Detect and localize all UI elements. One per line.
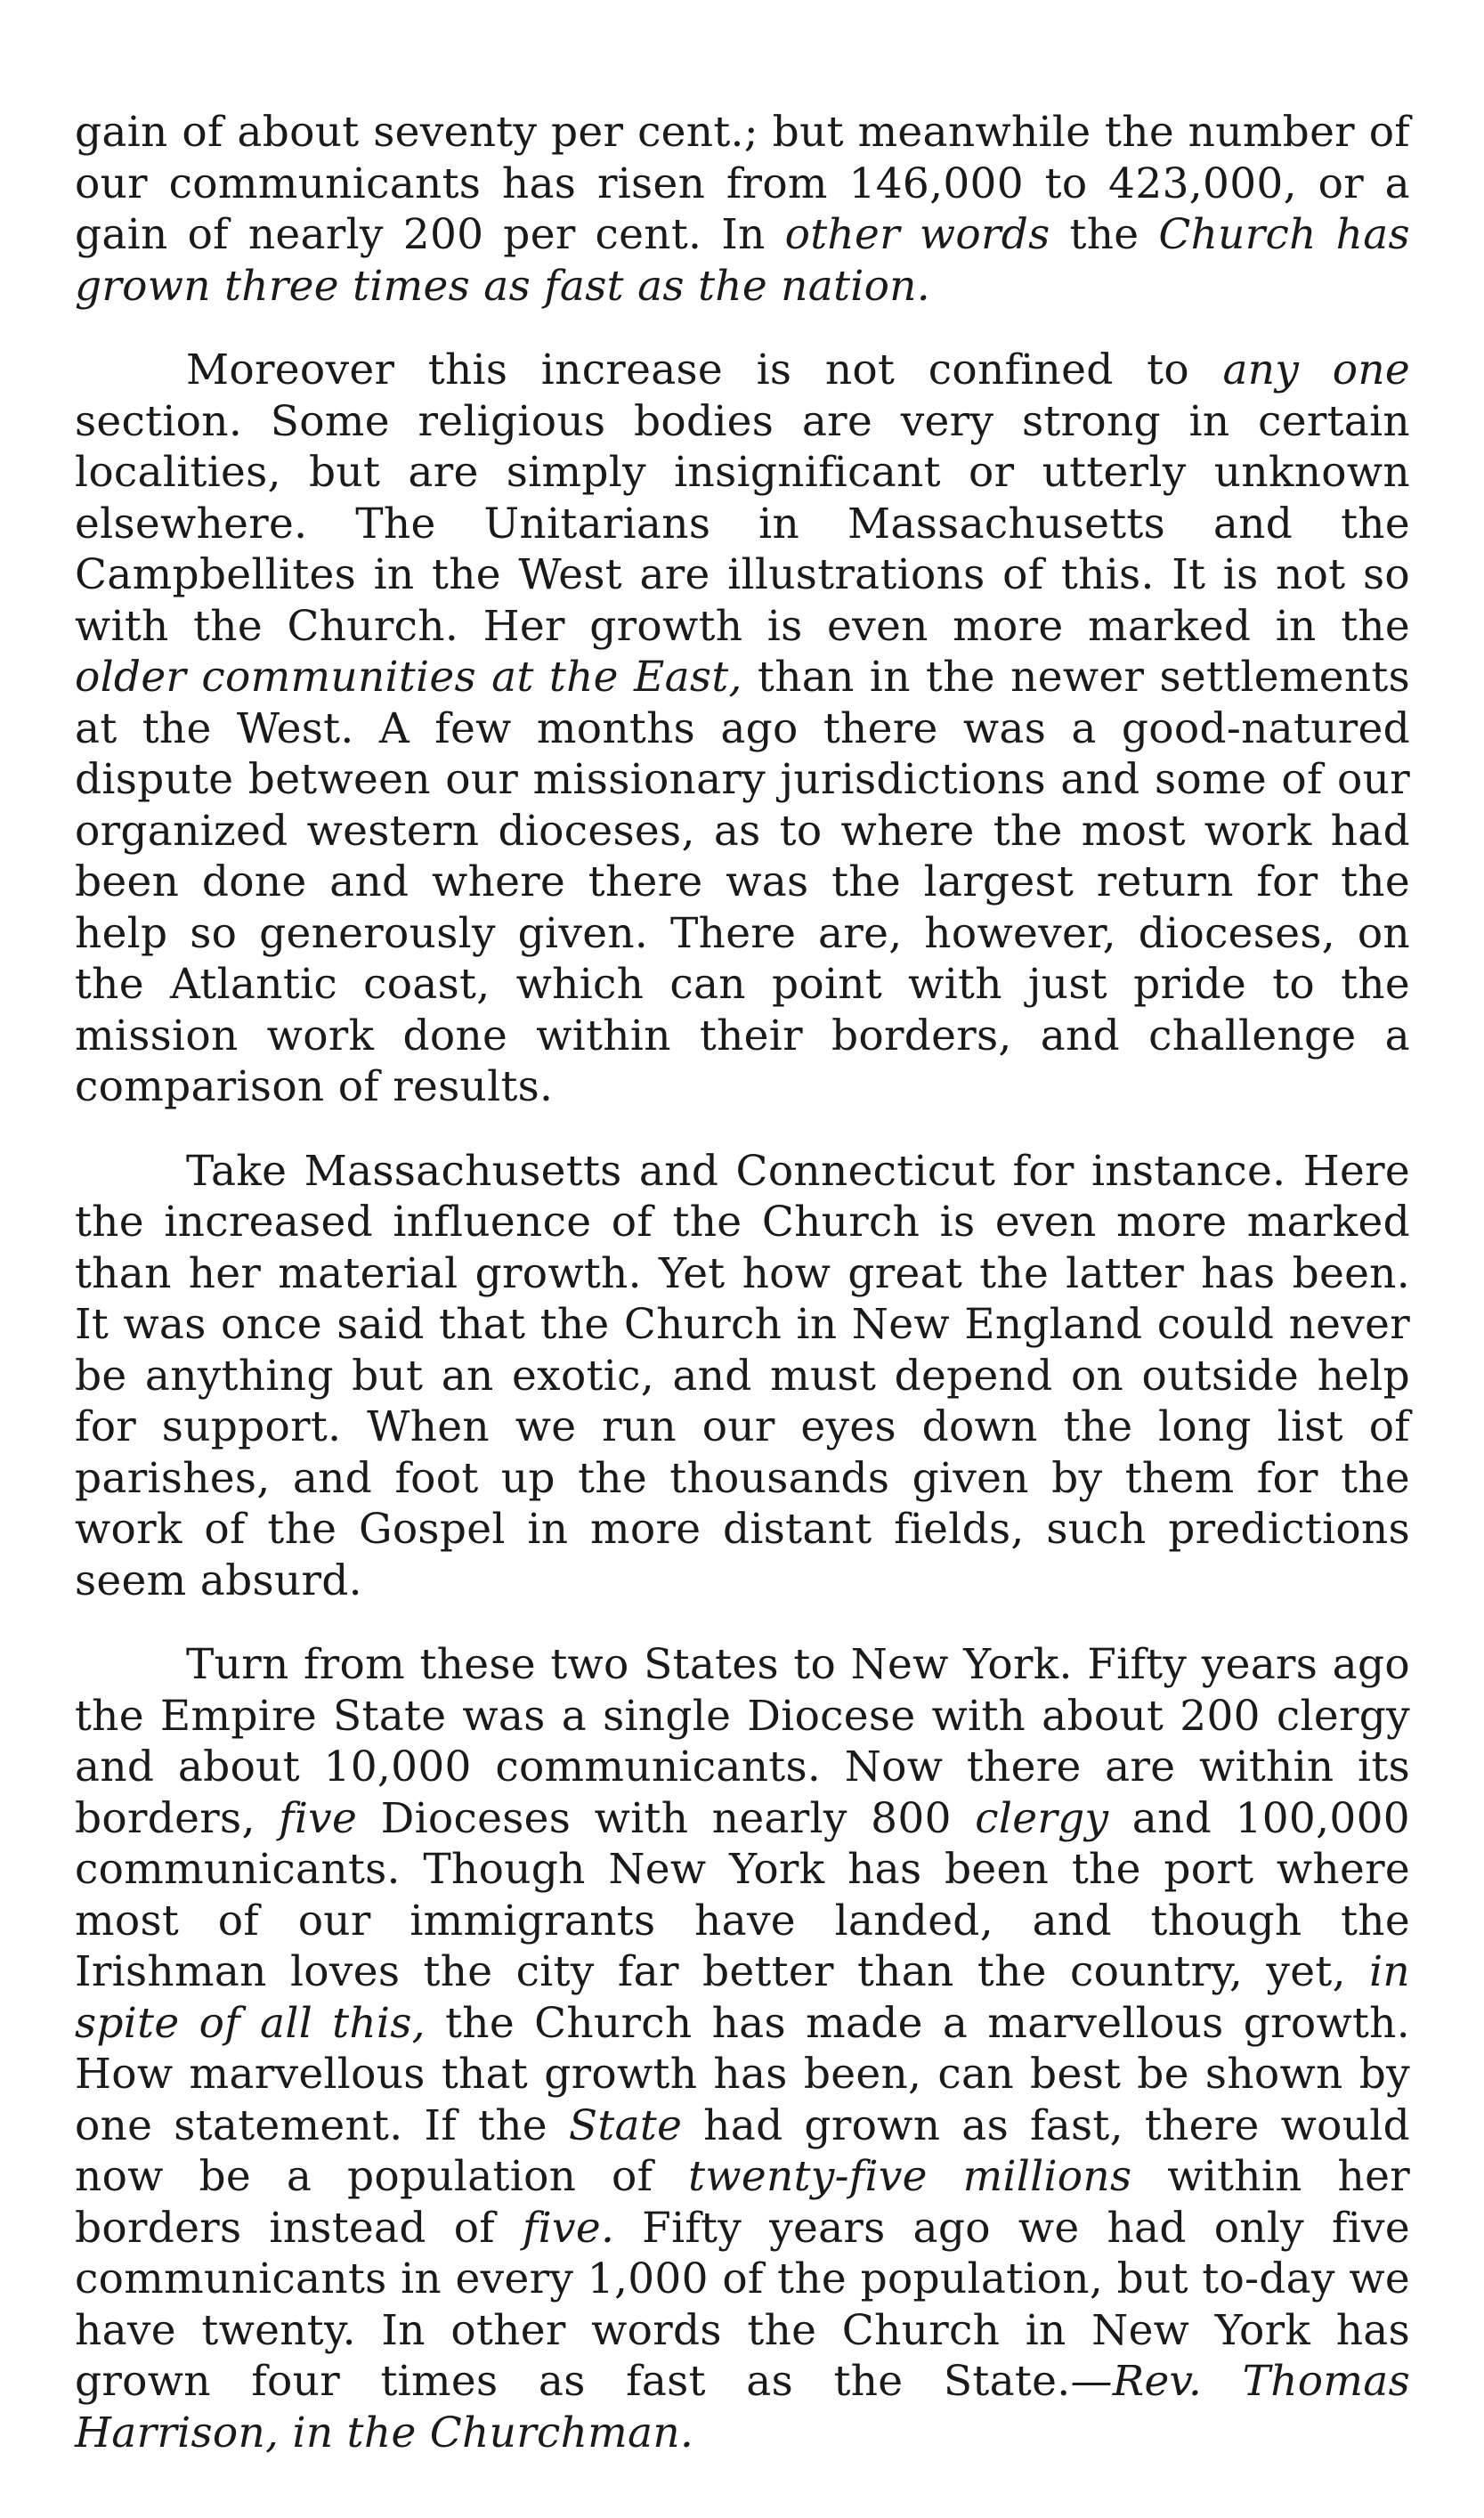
italic-run: other words [784, 210, 1050, 259]
italic-run: Church has grown three times as fast as the nation. [75, 210, 1410, 311]
paragraph-1 [75, 107, 1410, 312]
text-run: the Church has made a marvellous growth. How marvellous that growth has been, can best be shown by one statement. If the [75, 1998, 1410, 2150]
paragraph-2 [75, 345, 1410, 1113]
text-run: and 100,000 communicants. Though New York has been the port where most of our immigrants have landed, and though the Irishman loves the city far better than the country, yet, [75, 1793, 1410, 1996]
text-run: the [1050, 210, 1159, 259]
text-run: gain of about seventy per cent.; but meanwhile the number of our communicants has risen from 146,000 to 423,000, or a gain of nearly 200 per cent. In [75, 108, 1410, 259]
article-column [75, 107, 1410, 2491]
text-run: Turn from these two States to New York. Fifty years ago the Empire State was a single Diocese with about 200 clergy and about 10,000 communicants. Now there are within its borders, [75, 1640, 1410, 1843]
italic-run: —Rev. Thomas Harrison, in the Churchman. [75, 2357, 1410, 2457]
text-run: Moreover this increase is not confined to [186, 345, 1223, 394]
italic-run: State [568, 2100, 683, 2150]
italic-run: any one [1222, 345, 1411, 394]
italic-run: twenty-five millions [688, 2152, 1132, 2201]
italic-run: clergy [975, 1793, 1109, 1843]
text-run: had grown as fast, there would now be a population of [75, 2100, 1410, 2201]
italic-run: five [279, 1793, 358, 1843]
text-run: section. Some religious bodies are very strong in certain localities, but are simply insignificant or utterly unknown elsewhere. The Unitarians in Massachusetts and the Campbellites in the West are illustrations of this. It is not so with the Church. Her growth is even more marked in the [75, 396, 1410, 651]
paragraph-4 [75, 1639, 1410, 2458]
italic-run: in spite of all this, [75, 1947, 1410, 2048]
text-run: than in the newer settlements at the West. A few months ago there was a good-natured dispute between our missionary jurisdictions and some of our organized western dioceses, as to where the most work had been done and where there was the largest return for the help so generously given. There are, however, dioceses, on the Atlantic coast, which can point with just pride to the mission work done within their borders, and challenge a comparison of results. [75, 653, 1410, 1111]
text-run: Fifty years ago we had only five communicants in every 1,000 of the population, but to-day we have twenty. In other words the Church in New York has grown four times as fast as the State. [75, 2203, 1411, 2406]
italic-run: older communities at the East, [75, 653, 742, 702]
paragraph-3 [75, 1146, 1410, 1607]
text-run: Dioceses with nearly 800 [357, 1793, 976, 1843]
text-run: within her borders instead of [75, 2152, 1410, 2253]
italic-run: five. [522, 2203, 615, 2253]
text-run: Take Massachusetts and Connecticut for instance. Here the increased influence of the Church is even more marked than her material growth. Yet how great the latter has been. It was once said that the Church in New England could never be anything but an exotic, and must depend on outside help for support. When we run our eyes down the long list of parishes, and foot up the thousands given by them for the work of the Gospel in more distant fields, such predictions seem absurd. [75, 1146, 1410, 1605]
